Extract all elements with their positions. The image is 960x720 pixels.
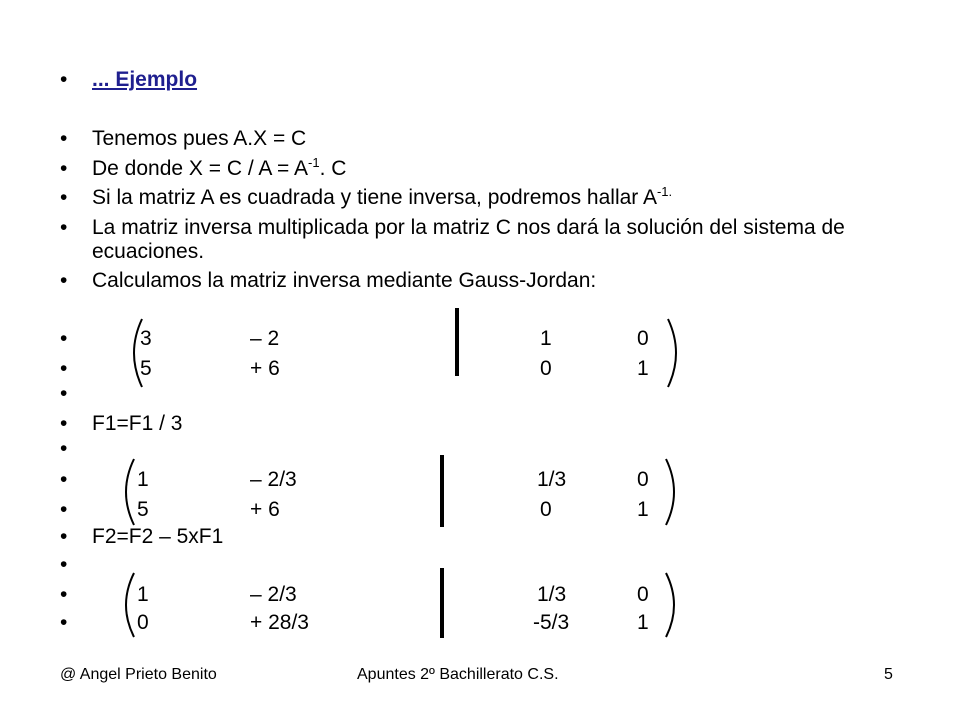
matrix-cell: -5/3 — [533, 611, 570, 634]
right-paren — [658, 570, 688, 640]
matrix-cell: 1 — [540, 327, 552, 350]
matrix-cell: 0 — [137, 611, 149, 634]
augment-bar — [455, 308, 459, 376]
footer-author: @ Angel Prieto Benito — [60, 666, 217, 683]
matrix-cell: 1 — [637, 611, 649, 634]
footer-course: Apuntes 2º Bachillerato C.S. — [357, 666, 559, 683]
bullet: • — [60, 583, 68, 606]
matrix-cell: 1/3 — [537, 468, 567, 491]
matrix-cell: 1 — [637, 357, 649, 380]
bullet: • — [60, 412, 68, 435]
matrix-cell: 1 — [637, 498, 649, 521]
slide-heading: ... Ejemplo — [92, 68, 198, 91]
matrix-cell: + 28/3 — [250, 611, 309, 634]
bullet: • — [60, 553, 68, 576]
right-paren — [660, 316, 690, 390]
matrix-cell: 0 — [637, 327, 649, 350]
matrix-cell: 1/3 — [537, 583, 567, 606]
matrix-cell: 0 — [637, 583, 649, 606]
bullet: • — [60, 611, 68, 634]
text-line-2: De donde $X = C / A = A^{-1}$. C — [92, 155, 347, 180]
bullet: • — [60, 127, 68, 150]
row-operation-1: F1=F1 / 3 — [92, 412, 183, 435]
matrix-cell: 5 — [140, 357, 152, 380]
matrix-cell: – 2/3 — [250, 468, 297, 491]
footer-page-number: 5 — [884, 666, 893, 683]
matrix-cell: 0 — [540, 498, 552, 521]
bullet: • — [60, 525, 68, 548]
matrix-cell: + 6 — [250, 357, 280, 380]
matrix-cell: – 2/3 — [250, 583, 297, 606]
bullet: • — [60, 437, 68, 460]
bullet: • — [60, 468, 68, 491]
text-line-3: Si la matriz A es cuadrada y tiene inversa, podremos hallar $A^{-1.}$ — [92, 184, 673, 209]
bullet: • — [60, 382, 68, 405]
bullet: • — [60, 186, 68, 209]
bullet: • — [60, 498, 68, 521]
augment-bar — [440, 568, 444, 638]
matrix-cell: 0 — [637, 468, 649, 491]
right-paren — [658, 456, 688, 528]
bullet: • — [60, 216, 68, 239]
text-line-5: Calculamos la matriz inversa mediante Gauss-Jordan: — [92, 269, 597, 292]
matrix-cell: + 6 — [250, 498, 280, 521]
matrix-cell: 5 — [137, 498, 149, 521]
bullet: • — [60, 357, 68, 380]
bullet: • — [60, 269, 68, 292]
bullet: • — [60, 327, 68, 350]
matrix-cell: 3 — [140, 327, 152, 350]
text-line-1: Tenemos pues A.X = C — [92, 127, 307, 150]
matrix-cell: 1 — [137, 468, 149, 491]
matrix-cell: – 2 — [250, 327, 280, 350]
matrix-cell: 1 — [137, 583, 149, 606]
bullet: • — [60, 68, 68, 91]
text-line-4: La matriz inversa multiplicada por la matriz C nos dará la solución del sistema de ecuaciones. — [92, 216, 845, 263]
bullet: • — [60, 157, 68, 180]
augment-bar — [440, 455, 444, 527]
row-operation-2: F2=F2 – 5xF1 — [92, 525, 224, 548]
matrix-cell: 0 — [540, 357, 552, 380]
